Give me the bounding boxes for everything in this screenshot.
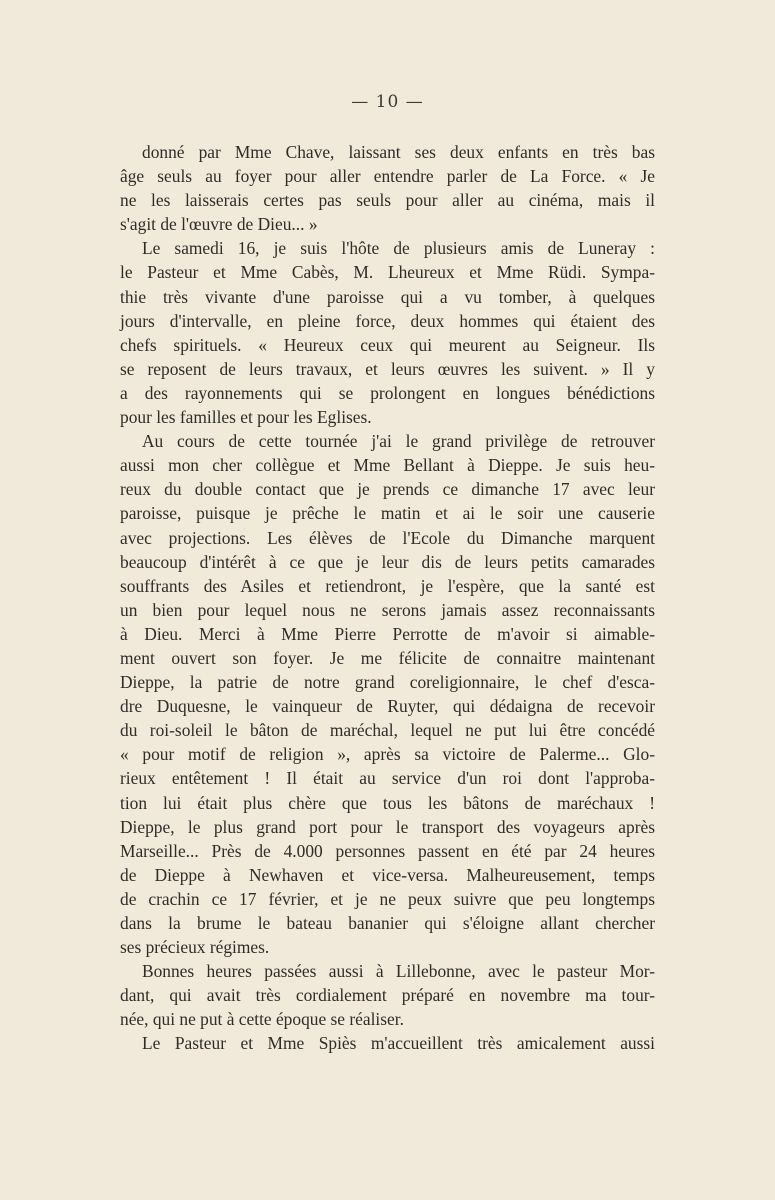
paragraph: [120, 236, 655, 429]
text-line: dans la brume le bateau bananier qui s'éloigne allant chercher: [120, 913, 655, 933]
text-line: Bonnes heures passées aussi à Lillebonne, avec le pasteur Mor-: [142, 961, 655, 982]
text-line: jours d'intervalle, en pleine force, deux hommes qui étaient des: [120, 310, 655, 331]
text-line: chefs spirituels. « Heureux ceux qui meurent au Seigneur. Ils: [120, 334, 655, 355]
text-line: a des rayonnements qui se prolongent en longues bénédictions: [120, 382, 655, 403]
text-line: beaucoup d'intérêt à ce que je leur dis de leurs petits camarades: [120, 551, 655, 572]
text-line: de crachin ce 17 février, et je ne peux suivre que peu longtemps: [120, 888, 655, 909]
text-line: du roi-soleil le bâton de maréchal, lequel ne put lui être concédé: [120, 720, 655, 741]
text-line: « pour motif de religion », après sa victoire de Palerme... Glo-: [120, 744, 655, 765]
text-line: âge seuls au foyer pour aller entendre parler de La Force. « Je: [120, 166, 655, 187]
body-text: [120, 140, 655, 1056]
paragraph: [120, 1031, 655, 1055]
text-line: un bien pour lequel nous ne serons jamais assez reconnaissants: [120, 599, 655, 620]
text-line: Marseille... Près de 4.000 personnes passent en été par 24 heures: [120, 840, 655, 861]
text-line: pour les familles et pour les Eglises.: [120, 407, 372, 428]
text-line: de Dieppe à Newhaven et vice-versa. Malheureusement, temps: [120, 864, 655, 885]
text-line: tion lui était plus chère que tous les bâtons de maréchaux !: [120, 792, 655, 813]
text-line: le Pasteur et Mme Cabès, M. Lheureux et Mme Rüdi. Sympa-: [120, 262, 655, 283]
text-line: dant, qui avait très cordialement préparé en novembre ma tour-: [120, 985, 655, 1006]
text-line: se reposent de leurs travaux, et leurs œuvres les suivent. » Il y: [120, 358, 655, 379]
paragraph: [120, 959, 655, 1031]
text-line: ses précieux régimes.: [120, 937, 270, 958]
text-line: Le samedi 16, je suis l'hôte de plusieurs amis de Luneray :: [142, 238, 655, 259]
text-line: donné par Mme Chave, laissant ses deux enfants en très bas: [142, 142, 655, 162]
text-line: aussi mon cher collègue et Mme Bellant à Dieppe. Je suis heu-: [120, 455, 655, 476]
text-line: Le Pasteur et Mme Spiès m'accueillent très amicalement aussi: [142, 1033, 655, 1054]
text-line: née, qui ne put à cette époque se réaliser.: [120, 1009, 404, 1030]
text-line: à Dieu. Merci à Mme Pierre Perrotte de m'avoir si aimable-: [120, 623, 655, 644]
text-line: Au cours de cette tournée j'ai le grand privilège de retrouver: [142, 431, 655, 452]
text-line: avec projections. Les élèves de l'Ecole du Dimanche marquent: [120, 527, 655, 548]
text-line: souffrants des Asiles et retiendront, je l'espère, que la santé est: [120, 575, 655, 596]
text-line: Dieppe, la patrie de notre grand coreligionnaire, le chef d'esca-: [120, 672, 655, 693]
text-line: dre Duquesne, le vainqueur de Ruyter, qui dédaigna de recevoir: [120, 696, 655, 717]
text-line: rieux entêtement ! Il était au service d'un roi dont l'approba-: [120, 768, 655, 789]
text-line: ne les laisserais certes pas seuls pour aller au cinéma, mais il: [120, 190, 655, 211]
text-line: paroisse, puisque je prêche le matin et ai le soir une causerie: [120, 503, 655, 524]
paragraph: [120, 140, 655, 236]
text-line: reux du double contact que je prends ce dimanche 17 avec leur: [120, 479, 655, 500]
page-number: — 10 —: [351, 92, 424, 112]
text-line: Dieppe, le plus grand port pour le transport des voyageurs après: [120, 816, 655, 837]
text-line: s'agit de l'œuvre de Dieu... »: [120, 214, 318, 235]
text-line: thie très vivante d'une paroisse qui a vu tomber, à quelques: [120, 286, 655, 307]
text-line: ment ouvert son foyer. Je me félicite de connaitre maintenant: [120, 647, 655, 668]
paragraph: [120, 429, 655, 959]
